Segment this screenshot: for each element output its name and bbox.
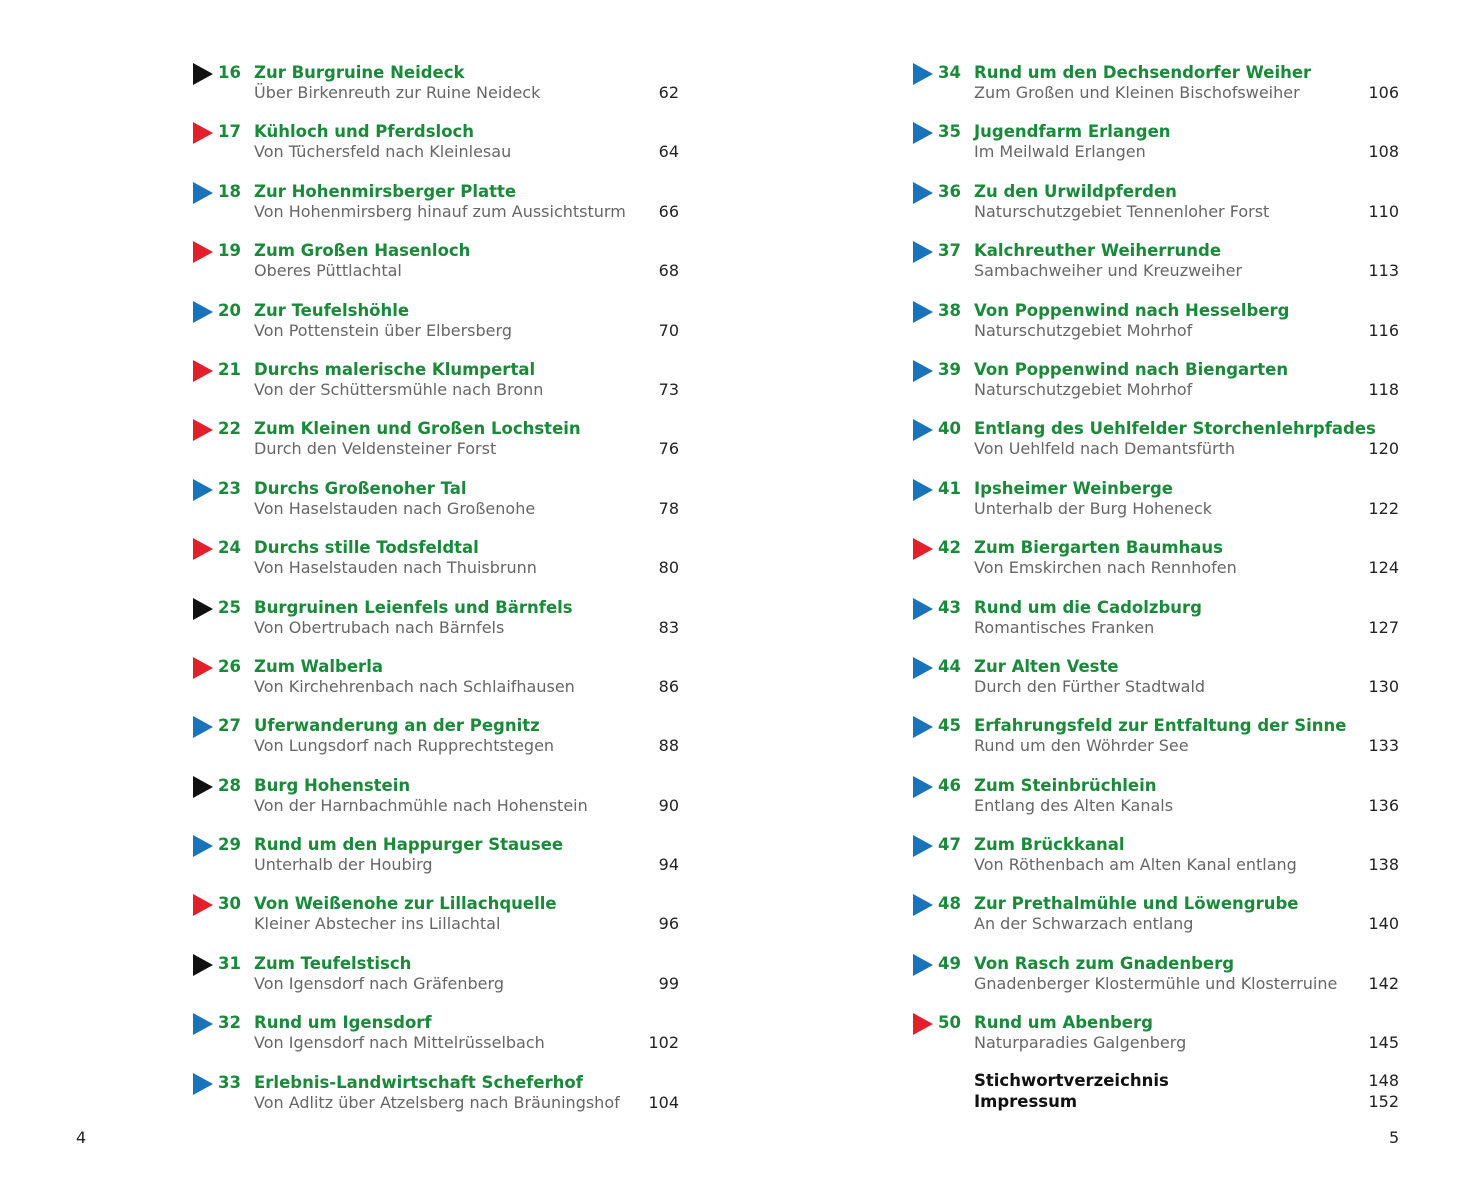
- route-subtitle: Durch den Veldensteiner Forst: [254, 439, 497, 459]
- triangle-blue-icon: [193, 1073, 213, 1095]
- route-subtitle: Sambachweiher und Kreuzweiher: [974, 261, 1243, 281]
- route-number: 34: [938, 63, 961, 82]
- route-title[interactable]: Entlang des Uehlfelder Storchenlehrpfades: [974, 419, 1376, 439]
- route-title[interactable]: Zum Großen Hasenloch: [254, 241, 471, 261]
- toc-entry[interactable]: [193, 772, 683, 831]
- route-number: 19: [218, 241, 241, 261]
- route-title[interactable]: Ipsheimer Weinberge: [974, 478, 1173, 498]
- toc-entry[interactable]: [193, 178, 683, 237]
- toc-entry[interactable]: [913, 653, 1403, 712]
- route-number: 35: [938, 122, 961, 142]
- page-reference: 130: [1368, 676, 1399, 696]
- toc-entry[interactable]: [193, 653, 683, 712]
- toc-entry[interactable]: [193, 118, 683, 177]
- page-reference: 64: [658, 142, 679, 162]
- triangle-black-icon: [193, 63, 213, 85]
- route-title[interactable]: Durchs malerische Klumpertal: [254, 359, 536, 379]
- toc-entry[interactable]: [193, 831, 683, 890]
- route-title[interactable]: Durchs Großenoher Tal: [254, 478, 467, 498]
- toc-entry[interactable]: [913, 356, 1403, 415]
- page-reference: 140: [1368, 914, 1399, 934]
- triangle-blue-icon: [913, 835, 933, 857]
- route-title[interactable]: Jugendfarm Erlangen: [974, 122, 1171, 142]
- route-subtitle: Kleiner Abstecher ins Lillachtal: [254, 914, 501, 934]
- page-reference: 76: [658, 439, 679, 459]
- extra-page-reference: 152: [1368, 1091, 1399, 1111]
- route-title[interactable]: Burgruinen Leienfels und Bärnfels: [254, 597, 573, 617]
- triangle-blue-icon: [193, 182, 213, 204]
- route-title[interactable]: Rund um Igensdorf: [254, 1013, 432, 1033]
- route-subtitle: Von der Schüttersmühle nach Bronn: [254, 379, 544, 399]
- toc-entry[interactable]: [913, 534, 1403, 593]
- route-title[interactable]: Durchs stille Todsfeldtal: [254, 538, 479, 558]
- route-subtitle: Romantisches Franken: [974, 617, 1155, 637]
- route-number: 16: [218, 63, 241, 82]
- route-title[interactable]: Kalchreuther Weiherrunde: [974, 241, 1222, 261]
- page-reference: 133: [1368, 736, 1399, 756]
- route-title[interactable]: Zum Steinbrüchlein: [974, 775, 1157, 795]
- route-subtitle: Naturschutzgebiet Tennenloher Forst: [974, 201, 1270, 221]
- route-subtitle: Zum Großen und Kleinen Bischofsweiher: [974, 83, 1300, 102]
- toc-entry[interactable]: [913, 831, 1403, 890]
- route-subtitle: Von Hohenmirsberg hinauf zum Aussichtsturm: [254, 201, 626, 221]
- triangle-blue-icon: [913, 954, 933, 976]
- page-reference: 145: [1368, 1033, 1399, 1053]
- page-reference: 102: [648, 1033, 679, 1053]
- toc-extra-entry[interactable]: [913, 1069, 1403, 1090]
- page-reference: 66: [658, 201, 679, 221]
- route-title[interactable]: Zum Kleinen und Großen Lochstein: [254, 419, 581, 439]
- toc-entry[interactable]: [193, 356, 683, 415]
- triangle-red-icon: [193, 894, 213, 916]
- route-number: 48: [938, 894, 961, 914]
- toc-column-left: [193, 59, 683, 1128]
- triangle-blue-icon: [913, 657, 933, 679]
- route-subtitle: Naturschutzgebiet Mohrhof: [974, 320, 1193, 340]
- toc-entry[interactable]: [193, 712, 683, 771]
- page-reference: 90: [658, 795, 679, 815]
- route-number: 46: [938, 775, 961, 795]
- route-title[interactable]: Zur Burgruine Neideck: [254, 63, 465, 82]
- toc-entry[interactable]: [913, 890, 1403, 949]
- page-reference: 113: [1368, 261, 1399, 281]
- toc-entry[interactable]: [913, 772, 1403, 831]
- route-title[interactable]: Zur Prethalmühle und Löwengrube: [974, 894, 1299, 914]
- route-title[interactable]: Zum Biergarten Baumhaus: [974, 538, 1223, 558]
- route-number: 50: [938, 1013, 961, 1033]
- toc-entry[interactable]: [913, 475, 1403, 534]
- route-number: 31: [218, 953, 241, 973]
- page-reference: 94: [658, 855, 679, 875]
- route-subtitle: Unterhalb der Houbirg: [254, 855, 433, 875]
- toc-entry[interactable]: [193, 890, 683, 949]
- route-title[interactable]: Uferwanderung an der Pegnitz: [254, 716, 540, 736]
- route-subtitle: Von Haselstauden nach Thuisbrunn: [254, 558, 537, 578]
- route-title[interactable]: Zur Teufelshöhle: [254, 300, 410, 320]
- page-reference: 86: [658, 676, 679, 696]
- route-number: 37: [938, 241, 961, 261]
- route-subtitle: Von Igensdorf nach Gräfenberg: [254, 973, 504, 993]
- triangle-blue-icon: [193, 716, 213, 738]
- route-subtitle: Naturschutzgebiet Mohrhof: [974, 379, 1193, 399]
- route-title[interactable]: Zum Walberla: [254, 656, 383, 676]
- route-title[interactable]: Erfahrungsfeld zur Entfaltung der Sinne: [974, 716, 1347, 736]
- triangle-blue-icon: [913, 598, 933, 620]
- page-reference: 118: [1368, 379, 1399, 399]
- route-title[interactable]: Rund um den Dechsendorfer Weiher: [974, 63, 1312, 82]
- route-subtitle: Von Röthenbach am Alten Kanal entlang: [974, 855, 1297, 875]
- route-subtitle: Von Lungsdorf nach Rupprechtstegen: [254, 736, 555, 756]
- page-reference: 120: [1368, 439, 1399, 459]
- toc-entry[interactable]: [913, 59, 1403, 118]
- route-subtitle: An der Schwarzach entlang: [974, 914, 1194, 934]
- page-reference: 138: [1368, 855, 1399, 875]
- extra-title[interactable]: Impressum: [974, 1091, 1078, 1111]
- route-subtitle: Entlang des Alten Kanals: [974, 795, 1174, 815]
- route-title[interactable]: Rund um Abenberg: [974, 1013, 1153, 1033]
- route-title[interactable]: Von Poppenwind nach Biengarten: [974, 359, 1289, 379]
- page-reference: 62: [658, 83, 679, 102]
- route-number: 27: [218, 716, 241, 736]
- page-reference: 88: [658, 736, 679, 756]
- route-title[interactable]: Burg Hohenstein: [254, 775, 411, 795]
- route-number: 32: [218, 1013, 241, 1033]
- page-reference: 96: [658, 914, 679, 934]
- route-number: 28: [218, 775, 241, 795]
- route-number: 39: [938, 359, 961, 379]
- route-title[interactable]: Von Weißenohe zur Lillachquelle: [254, 894, 557, 914]
- triangle-red-icon: [193, 122, 213, 144]
- route-title[interactable]: Zum Teufelstisch: [254, 953, 412, 973]
- route-title[interactable]: Zur Alten Veste: [974, 656, 1119, 676]
- triangle-red-icon: [913, 1013, 933, 1035]
- toc-entry[interactable]: [193, 534, 683, 593]
- route-title[interactable]: Kühloch und Pferdsloch: [254, 122, 475, 142]
- triangle-black-icon: [193, 954, 213, 976]
- route-subtitle: Von Haselstauden nach Großenohe: [254, 498, 536, 518]
- page-reference: 83: [658, 617, 679, 637]
- triangle-blue-icon: [193, 301, 213, 323]
- triangle-blue-icon: [913, 419, 933, 441]
- route-number: 30: [218, 894, 241, 914]
- route-number: 42: [938, 538, 961, 558]
- triangle-blue-icon: [913, 122, 933, 144]
- route-title[interactable]: Von Poppenwind nach Hesselberg: [974, 300, 1290, 320]
- route-title[interactable]: Rund um die Cadolzburg: [974, 597, 1202, 617]
- toc-entry[interactable]: [193, 415, 683, 474]
- triangle-blue-icon: [913, 479, 933, 501]
- toc-entry[interactable]: [193, 1009, 683, 1068]
- triangle-blue-icon: [913, 716, 933, 738]
- toc-entry[interactable]: [913, 1009, 1403, 1068]
- route-number: 26: [218, 656, 241, 676]
- triangle-blue-icon: [913, 301, 933, 323]
- toc-entry[interactable]: [193, 237, 683, 296]
- route-number: 36: [938, 181, 961, 201]
- route-number: 33: [218, 1072, 241, 1092]
- page-number-left: 4: [76, 1128, 87, 1147]
- triangle-red-icon: [193, 538, 213, 560]
- route-number: 49: [938, 953, 961, 973]
- triangle-blue-icon: [913, 894, 933, 916]
- route-subtitle: Oberes Püttlachtal: [254, 261, 402, 281]
- page-reference: 106: [1368, 83, 1399, 102]
- route-number: 41: [938, 478, 961, 498]
- route-number: 24: [218, 538, 241, 558]
- route-title[interactable]: Rund um den Happurger Stausee: [254, 835, 564, 855]
- toc-entry[interactable]: [193, 297, 683, 356]
- toc-column-right: [913, 59, 1403, 1111]
- route-subtitle: Von Uehlfeld nach Demantsfürth: [974, 439, 1236, 459]
- toc-entry[interactable]: [913, 118, 1403, 177]
- triangle-red-icon: [193, 657, 213, 679]
- route-title[interactable]: Zu den Urwildpferden: [974, 181, 1177, 201]
- triangle-red-icon: [913, 538, 933, 560]
- triangle-red-icon: [193, 360, 213, 382]
- triangle-black-icon: [193, 776, 213, 798]
- route-title[interactable]: Zum Brückkanal: [974, 835, 1125, 855]
- triangle-blue-icon: [913, 776, 933, 798]
- page-reference: 80: [658, 558, 679, 578]
- triangle-blue-icon: [193, 1013, 213, 1035]
- route-subtitle: Rund um den Wöhrder See: [974, 736, 1189, 756]
- route-subtitle: Von Obertrubach nach Bärnfels: [254, 617, 505, 637]
- toc-entry[interactable]: [913, 712, 1403, 771]
- route-subtitle: Von der Harnbachmühle nach Hohenstein: [254, 795, 588, 815]
- page-reference: 99: [658, 973, 679, 993]
- route-number: 44: [938, 656, 961, 676]
- page-reference: 136: [1368, 795, 1399, 815]
- toc-entry[interactable]: [913, 594, 1403, 653]
- page-reference: 127: [1368, 617, 1399, 637]
- route-subtitle: Von Pottenstein über Elbersberg: [254, 320, 512, 340]
- route-title[interactable]: Erlebnis-Landwirtschaft Scheferhof: [254, 1072, 583, 1092]
- page-reference: 122: [1368, 498, 1399, 518]
- triangle-blue-icon: [913, 360, 933, 382]
- page-reference: 116: [1368, 320, 1399, 340]
- toc-entry[interactable]: [913, 237, 1403, 296]
- toc-entry[interactable]: [913, 178, 1403, 237]
- route-subtitle: Im Meilwald Erlangen: [974, 142, 1146, 162]
- triangle-black-icon: [193, 598, 213, 620]
- page-reference: 104: [648, 1092, 679, 1112]
- route-number: 23: [218, 478, 241, 498]
- triangle-blue-icon: [913, 63, 933, 85]
- route-subtitle: Von Emskirchen nach Rennhofen: [974, 558, 1237, 578]
- route-number: 43: [938, 597, 961, 617]
- route-title[interactable]: Von Rasch zum Gnadenberg: [974, 953, 1235, 973]
- toc-entry[interactable]: [193, 59, 683, 118]
- triangle-blue-icon: [193, 479, 213, 501]
- route-number: 17: [218, 122, 241, 142]
- route-number: 18: [218, 181, 241, 201]
- route-subtitle: Durch den Fürther Stadtwald: [974, 676, 1206, 696]
- route-subtitle: Von Tüchersfeld nach Kleinlesau: [254, 142, 512, 162]
- toc-entry[interactable]: [913, 297, 1403, 356]
- triangle-blue-icon: [913, 182, 933, 204]
- route-subtitle: Von Kirchehrenbach nach Schlaifhausen: [254, 676, 575, 696]
- page-reference: 124: [1368, 558, 1399, 578]
- route-subtitle: Von Adlitz über Atzelsberg nach Bräuningshof: [254, 1092, 620, 1112]
- toc-entry[interactable]: [193, 1069, 683, 1128]
- page-reference: 108: [1368, 142, 1399, 162]
- triangle-red-icon: [193, 419, 213, 441]
- extra-page-reference: 148: [1368, 1070, 1399, 1090]
- page-reference: 78: [658, 498, 679, 518]
- toc-entry[interactable]: [193, 950, 683, 1009]
- toc-entry[interactable]: [193, 475, 683, 534]
- page-reference: 68: [658, 261, 679, 281]
- route-number: 20: [218, 300, 241, 320]
- route-subtitle: Unterhalb der Burg Hoheneck: [974, 498, 1213, 518]
- toc-entry[interactable]: [913, 950, 1403, 1009]
- toc-extra-entry[interactable]: [913, 1090, 1403, 1111]
- extra-title[interactable]: Stichwortverzeichnis: [974, 1070, 1169, 1090]
- route-subtitle: Von Igensdorf nach Mittelrüsselbach: [254, 1033, 545, 1053]
- page-number-right: 5: [1389, 1128, 1400, 1147]
- route-number: 21: [218, 359, 241, 379]
- toc-entry[interactable]: [193, 594, 683, 653]
- route-subtitle: Über Birkenreuth zur Ruine Neideck: [254, 83, 541, 102]
- route-subtitle: Naturparadies Galgenberg: [974, 1033, 1187, 1053]
- route-number: 22: [218, 419, 241, 439]
- route-number: 29: [218, 835, 241, 855]
- page-reference: 110: [1368, 201, 1399, 221]
- route-number: 45: [938, 716, 961, 736]
- page-reference: 73: [658, 379, 679, 399]
- page-reference: 70: [658, 320, 679, 340]
- route-number: 47: [938, 835, 961, 855]
- route-number: 40: [938, 419, 961, 439]
- route-title[interactable]: Zur Hohenmirsberger Platte: [254, 181, 517, 201]
- triangle-red-icon: [193, 241, 213, 263]
- route-number: 25: [218, 597, 241, 617]
- route-subtitle: Gnadenberger Klostermühle und Klosterruine: [974, 973, 1338, 993]
- triangle-blue-icon: [193, 835, 213, 857]
- triangle-blue-icon: [913, 241, 933, 263]
- route-number: 38: [938, 300, 961, 320]
- page-reference: 142: [1368, 973, 1399, 993]
- toc-entry[interactable]: [913, 415, 1403, 474]
